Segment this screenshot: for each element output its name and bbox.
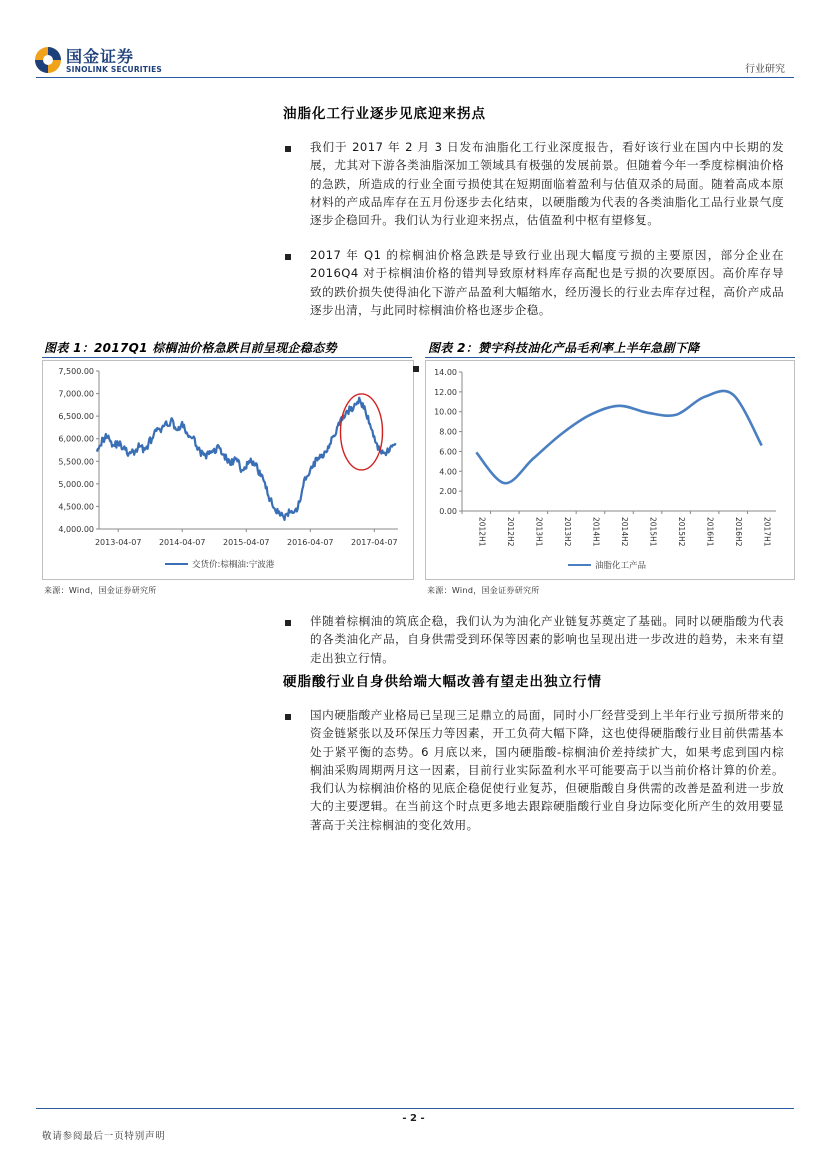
bullet-icon bbox=[285, 620, 291, 626]
chart-1 bbox=[42, 360, 414, 580]
y-tick-label: 4.00 bbox=[439, 467, 457, 477]
x-tick-label: 2013H1 bbox=[534, 517, 544, 547]
chart-2 bbox=[425, 360, 795, 580]
x-tick-label: 2014H1 bbox=[591, 517, 601, 547]
x-tick-label: 2012H1 bbox=[477, 517, 487, 547]
legend-label: 交货价:棕榈油:宁波港 bbox=[192, 560, 275, 570]
y-tick-label: 6.00 bbox=[439, 447, 457, 457]
x-tick-label: 2016-04-07 bbox=[287, 538, 334, 547]
logo-text-cn: 国金证券 bbox=[66, 47, 135, 66]
bullet-icon bbox=[413, 366, 419, 372]
x-tick-label: 2017-04-07 bbox=[351, 538, 398, 547]
bullet-icon bbox=[285, 146, 291, 152]
y-tick-label: 6,500.00 bbox=[58, 412, 94, 422]
section-title-1: 油脂化工行业逐步见底迎来拐点 bbox=[283, 106, 486, 122]
figure-1-rule bbox=[42, 357, 412, 358]
y-tick-label: 2.00 bbox=[439, 487, 457, 497]
x-tick-label: 2014H2 bbox=[620, 517, 629, 547]
y-tick-label: 0.00 bbox=[439, 507, 457, 516]
paragraph: 我们于 2017 年 2 月 3 日发布油脂化工行业深度报告，看好该行业在国内中长期的发展，尤其对下游各类油脂深加工领域具有极强的发展前景。但随着今年一季度棕榈油价格的急跌，所造成的行业全面亏损使其在短期面临着盈利与估值双杀的局面。随着高成本原材料的产成品库存在五月份逐步去化结束，以硬脂酸为代表的各类油脂化工品行业景气度逐步企稳回升。我们认为行业迎来拐点，估值盈利中枢有望修复。 bbox=[310, 140, 784, 228]
y-tick-label: 14.00 bbox=[434, 368, 457, 377]
figure-2-title: 图表 2：赞宇科技油化产品毛利率上半年急剧下降 bbox=[428, 341, 700, 355]
x-tick-label: 2016H1 bbox=[705, 517, 715, 547]
y-tick-label: 10.00 bbox=[434, 407, 457, 417]
series-line-palm-oil bbox=[97, 398, 396, 520]
disclaimer-note: 敬请参阅最后一页特别声明 bbox=[42, 1131, 166, 1142]
paragraph: 国内硬脂酸产业格局已呈现三足鼎立的局面，同时小厂经营受到上半年行业亏损所带来的资金链紧张以及环保压力等因素，开工负荷大幅下降，这也使得硬脂酸行业目前供需基本处于紧平衡的态势。6 月底以来，国内硬脂酸-棕榈油价差持续扩大，如果考虑到国内棕榈油采购周期两月这一因素，目前行业实际盈利水平可能要高于以当前价格计算的价差。我们认为棕榈油价格的见底企稳促使行业复苏，但硬脂酸自身供需的改善是盈利进一步放大的主要逻辑。在当前这个时点更多地去跟踪硬脂酸行业自身边际变化所产生的效用要显著高于关注棕榈油的变化效用。 bbox=[310, 708, 784, 832]
logo-text-en: SINOLINK SECURITIES bbox=[66, 65, 163, 74]
paragraph: 伴随着棕榈油的筑底企稳，我们认为为油化产业链复苏奠定了基础。同时以硬脂酸为代表的各类油化产品，自身供需受到环保等因素的影响也呈现出进一步改进的趋势，未来有望走出独立行情。 bbox=[310, 614, 784, 665]
paragraph: 2017 年 Q1 的棕榈油价格急跌是导致行业出现大幅度亏损的主要原因，部分企业在 2016Q4 对于棕榈油价格的错判导致原材料库存高配也是亏损的次要原因。高价库存导致的跌价损失使得油化下游产品盈利大幅缩水，经历漫长的行业去库存过程，高价产成品逐步出清，与此同时棕榈油价格也逐步企稳。 bbox=[310, 248, 784, 317]
report-category: 行业研究 bbox=[745, 64, 785, 75]
y-tick-label: 6,000.00 bbox=[58, 434, 94, 444]
figure-2-rule bbox=[425, 357, 795, 358]
bullet-icon bbox=[285, 254, 291, 260]
x-tick-label: 2015H2 bbox=[677, 517, 687, 547]
section-title-2: 硬脂酸行业自身供给端大幅改善有望走出独立行情 bbox=[283, 674, 602, 690]
series-line-gross-margin bbox=[476, 391, 761, 483]
y-tick-label: 8.00 bbox=[439, 427, 457, 437]
y-tick-label: 12.00 bbox=[434, 387, 457, 397]
x-tick-label: 2013H2 bbox=[562, 517, 572, 547]
chart-2-svg bbox=[426, 361, 794, 579]
header-rule bbox=[36, 77, 794, 78]
chart-1-svg bbox=[43, 361, 413, 579]
page-number: - 2 - bbox=[402, 1113, 425, 1124]
footer-rule bbox=[36, 1108, 794, 1109]
figure-2-source: 来源：Wind，国金证券研究所 bbox=[427, 586, 540, 595]
x-tick-label: 2014-04-07 bbox=[158, 538, 206, 547]
figure-1-source: 来源：Wind，国金证券研究所 bbox=[44, 586, 157, 595]
y-tick-label: 7,500.00 bbox=[58, 367, 94, 376]
y-tick-label: 7,000.00 bbox=[58, 389, 94, 399]
x-tick-label: 2015-04-07 bbox=[223, 538, 270, 547]
figure-1-title: 图表 1：2017Q1 棕榈油价格急跌目前呈现企稳态势 bbox=[44, 341, 337, 355]
logo-icon bbox=[34, 46, 62, 74]
x-tick-label: 2015H1 bbox=[648, 517, 658, 547]
x-tick-label: 2016H2 bbox=[734, 517, 744, 547]
legend-label: 油脂化工产品 bbox=[595, 561, 647, 571]
x-tick-label: 2013-04-07 bbox=[94, 538, 142, 547]
y-tick-label: 5,000.00 bbox=[58, 479, 94, 489]
bullet-icon bbox=[285, 714, 291, 720]
x-tick-label: 2012H2 bbox=[505, 517, 515, 547]
y-tick-label: 4,000.00 bbox=[58, 525, 94, 534]
x-tick-label: 2017H1 bbox=[762, 517, 772, 547]
y-tick-label: 5,500.00 bbox=[58, 457, 94, 467]
y-tick-label: 4,500.00 bbox=[58, 502, 94, 512]
